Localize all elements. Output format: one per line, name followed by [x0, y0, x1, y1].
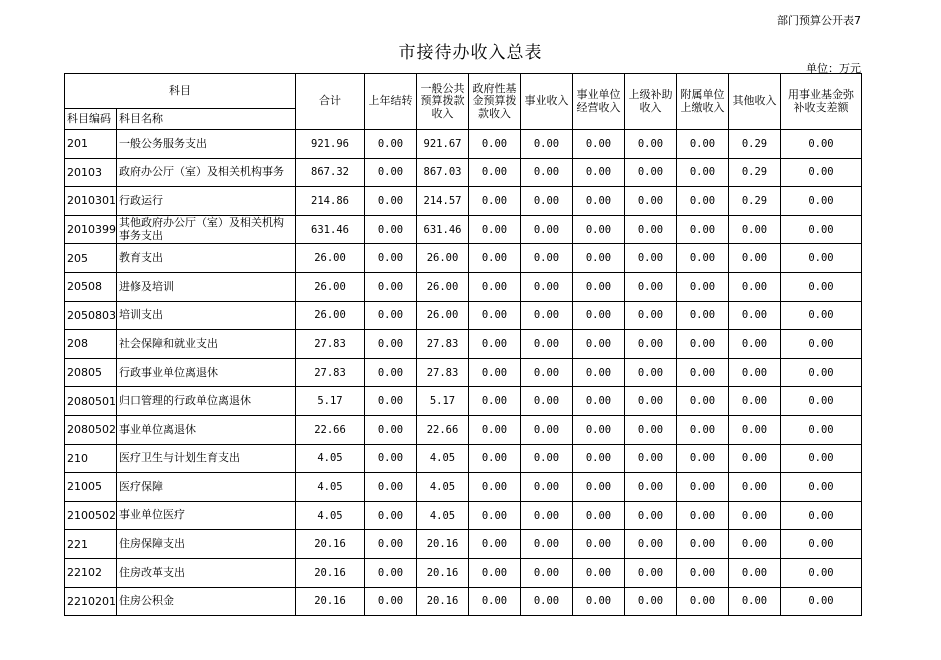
- row-name: 政府办公厅（室）及相关机构事务: [117, 158, 296, 187]
- row-code: 2080502: [65, 415, 117, 444]
- row-code: 205: [65, 244, 117, 273]
- row-business-income: 0.00: [521, 358, 573, 387]
- row-affiliated-income: 0.00: [677, 244, 729, 273]
- row-name: 住房改革支出: [117, 558, 296, 587]
- row-business-income: 0.00: [521, 130, 573, 159]
- header-general-budget: 一般公共预算拨款收入: [417, 74, 469, 130]
- row-carryover: 0.00: [365, 330, 417, 359]
- table-row: [65, 530, 862, 559]
- row-name: 事业单位医疗: [117, 501, 296, 530]
- row-total: 867.32: [296, 158, 365, 187]
- row-carryover: 0.00: [365, 358, 417, 387]
- row-other-income: 0.00: [729, 530, 781, 559]
- row-code: 22102: [65, 558, 117, 587]
- row-code: 2080501: [65, 387, 117, 416]
- row-operating-income: 0.00: [573, 444, 625, 473]
- table-row: [65, 301, 862, 330]
- header-operating-income: 事业单位经营收入: [573, 74, 625, 130]
- row-total: 20.16: [296, 558, 365, 587]
- row-general-budget: 4.05: [417, 473, 469, 502]
- row-fund-budget: 0.00: [469, 530, 521, 559]
- row-business-income: 0.00: [521, 272, 573, 301]
- header-carryover: 上年结转: [365, 74, 417, 130]
- row-code: 208: [65, 330, 117, 359]
- row-operating-income: 0.00: [573, 130, 625, 159]
- row-general-budget: 4.05: [417, 501, 469, 530]
- row-general-budget: 5.17: [417, 387, 469, 416]
- row-affiliated-income: 0.00: [677, 558, 729, 587]
- row-business-income: 0.00: [521, 187, 573, 216]
- row-affiliated-income: 0.00: [677, 272, 729, 301]
- row-name: 医疗保障: [117, 473, 296, 502]
- row-code: 20103: [65, 158, 117, 187]
- row-reserve-fund: 0.00: [781, 530, 862, 559]
- row-name: 社会保障和就业支出: [117, 330, 296, 359]
- row-name: 教育支出: [117, 244, 296, 273]
- table-row: [65, 587, 862, 616]
- row-total: 921.96: [296, 130, 365, 159]
- row-business-income: 0.00: [521, 387, 573, 416]
- row-reserve-fund: 0.00: [781, 244, 862, 273]
- row-name: 进修及培训: [117, 272, 296, 301]
- row-affiliated-income: 0.00: [677, 444, 729, 473]
- row-general-budget: 20.16: [417, 558, 469, 587]
- unit-label: 单位：万元: [806, 62, 861, 75]
- row-affiliated-income: 0.00: [677, 473, 729, 502]
- row-business-income: 0.00: [521, 330, 573, 359]
- row-code: 210: [65, 444, 117, 473]
- row-operating-income: 0.00: [573, 215, 625, 244]
- row-reserve-fund: 0.00: [781, 587, 862, 616]
- row-total: 27.83: [296, 330, 365, 359]
- row-reserve-fund: 0.00: [781, 272, 862, 301]
- row-total: 27.83: [296, 358, 365, 387]
- row-total: 214.86: [296, 187, 365, 216]
- table-row: [65, 130, 862, 159]
- row-total: 26.00: [296, 301, 365, 330]
- row-business-income: 0.00: [521, 158, 573, 187]
- row-name: 其他政府办公厅（室）及相关机构事务支出: [117, 215, 296, 244]
- row-subsidy-income: 0.00: [625, 187, 677, 216]
- row-fund-budget: 0.00: [469, 358, 521, 387]
- row-operating-income: 0.00: [573, 501, 625, 530]
- row-business-income: 0.00: [521, 244, 573, 273]
- row-subsidy-income: 0.00: [625, 130, 677, 159]
- row-other-income: 0.29: [729, 187, 781, 216]
- row-business-income: 0.00: [521, 558, 573, 587]
- row-name: 培训支出: [117, 301, 296, 330]
- row-business-income: 0.00: [521, 587, 573, 616]
- row-fund-budget: 0.00: [469, 187, 521, 216]
- row-reserve-fund: 0.00: [781, 444, 862, 473]
- row-general-budget: 4.05: [417, 444, 469, 473]
- header-subsidy-income: 上级补助收入: [625, 74, 677, 130]
- row-subsidy-income: 0.00: [625, 358, 677, 387]
- row-other-income: 0.00: [729, 387, 781, 416]
- table-row: [65, 215, 862, 244]
- row-other-income: 0.29: [729, 158, 781, 187]
- row-affiliated-income: 0.00: [677, 130, 729, 159]
- row-fund-budget: 0.00: [469, 501, 521, 530]
- row-general-budget: 26.00: [417, 272, 469, 301]
- row-fund-budget: 0.00: [469, 558, 521, 587]
- row-carryover: 0.00: [365, 130, 417, 159]
- row-code: 221: [65, 530, 117, 559]
- table-row: [65, 187, 862, 216]
- row-fund-budget: 0.00: [469, 215, 521, 244]
- row-business-income: 0.00: [521, 444, 573, 473]
- row-business-income: 0.00: [521, 415, 573, 444]
- row-operating-income: 0.00: [573, 587, 625, 616]
- table-row: [65, 387, 862, 416]
- row-general-budget: 26.00: [417, 301, 469, 330]
- row-affiliated-income: 0.00: [677, 501, 729, 530]
- row-other-income: 0.29: [729, 130, 781, 159]
- document-number: 部门预算公开表7: [777, 14, 861, 27]
- row-name: 归口管理的行政单位离退休: [117, 387, 296, 416]
- row-fund-budget: 0.00: [469, 130, 521, 159]
- table-row: [65, 501, 862, 530]
- header-other-income: 其他收入: [729, 74, 781, 130]
- row-operating-income: 0.00: [573, 244, 625, 273]
- row-operating-income: 0.00: [573, 272, 625, 301]
- row-reserve-fund: 0.00: [781, 130, 862, 159]
- row-reserve-fund: 0.00: [781, 187, 862, 216]
- row-subsidy-income: 0.00: [625, 301, 677, 330]
- row-code: 2010399: [65, 215, 117, 244]
- row-reserve-fund: 0.00: [781, 415, 862, 444]
- header-business-income: 事业收入: [521, 74, 573, 130]
- row-total: 26.00: [296, 244, 365, 273]
- table-row: [65, 358, 862, 387]
- header-affiliated-income: 附属单位上缴收入: [677, 74, 729, 130]
- row-other-income: 0.00: [729, 415, 781, 444]
- row-name: 行政事业单位离退休: [117, 358, 296, 387]
- row-affiliated-income: 0.00: [677, 187, 729, 216]
- row-subsidy-income: 0.00: [625, 330, 677, 359]
- row-general-budget: 631.46: [417, 215, 469, 244]
- row-reserve-fund: 0.00: [781, 215, 862, 244]
- row-affiliated-income: 0.00: [677, 158, 729, 187]
- row-general-budget: 22.66: [417, 415, 469, 444]
- row-fund-budget: 0.00: [469, 415, 521, 444]
- row-carryover: 0.00: [365, 530, 417, 559]
- row-carryover: 0.00: [365, 558, 417, 587]
- row-code: 20805: [65, 358, 117, 387]
- row-subsidy-income: 0.00: [625, 415, 677, 444]
- row-business-income: 0.00: [521, 530, 573, 559]
- row-affiliated-income: 0.00: [677, 330, 729, 359]
- row-subsidy-income: 0.00: [625, 530, 677, 559]
- row-other-income: 0.00: [729, 215, 781, 244]
- header-code: 科目编码: [65, 109, 117, 130]
- row-carryover: 0.00: [365, 415, 417, 444]
- row-reserve-fund: 0.00: [781, 301, 862, 330]
- row-carryover: 0.00: [365, 272, 417, 301]
- row-fund-budget: 0.00: [469, 301, 521, 330]
- row-code: 2210201: [65, 587, 117, 616]
- row-subsidy-income: 0.00: [625, 558, 677, 587]
- row-carryover: 0.00: [365, 473, 417, 502]
- row-operating-income: 0.00: [573, 158, 625, 187]
- row-total: 20.16: [296, 530, 365, 559]
- row-affiliated-income: 0.00: [677, 530, 729, 559]
- row-operating-income: 0.00: [573, 330, 625, 359]
- row-total: 26.00: [296, 272, 365, 301]
- row-general-budget: 27.83: [417, 330, 469, 359]
- row-business-income: 0.00: [521, 501, 573, 530]
- row-reserve-fund: 0.00: [781, 558, 862, 587]
- row-total: 20.16: [296, 587, 365, 616]
- row-reserve-fund: 0.00: [781, 358, 862, 387]
- row-code: 201: [65, 130, 117, 159]
- row-operating-income: 0.00: [573, 558, 625, 587]
- row-operating-income: 0.00: [573, 473, 625, 502]
- row-business-income: 0.00: [521, 473, 573, 502]
- row-general-budget: 20.16: [417, 530, 469, 559]
- row-operating-income: 0.00: [573, 358, 625, 387]
- row-subsidy-income: 0.00: [625, 444, 677, 473]
- header-row: [65, 74, 862, 109]
- row-code: 2050803: [65, 301, 117, 330]
- row-business-income: 0.00: [521, 301, 573, 330]
- row-total: 4.05: [296, 501, 365, 530]
- row-general-budget: 921.67: [417, 130, 469, 159]
- row-other-income: 0.00: [729, 301, 781, 330]
- row-subsidy-income: 0.00: [625, 387, 677, 416]
- row-subsidy-income: 0.00: [625, 215, 677, 244]
- table-row: [65, 158, 862, 187]
- row-fund-budget: 0.00: [469, 158, 521, 187]
- row-affiliated-income: 0.00: [677, 415, 729, 444]
- row-reserve-fund: 0.00: [781, 158, 862, 187]
- row-carryover: 0.00: [365, 215, 417, 244]
- row-operating-income: 0.00: [573, 387, 625, 416]
- row-code: 21005: [65, 473, 117, 502]
- row-total: 4.05: [296, 473, 365, 502]
- row-reserve-fund: 0.00: [781, 330, 862, 359]
- row-affiliated-income: 0.00: [677, 587, 729, 616]
- row-other-income: 0.00: [729, 558, 781, 587]
- row-name: 住房公积金: [117, 587, 296, 616]
- row-code: 2010301: [65, 187, 117, 216]
- row-operating-income: 0.00: [573, 415, 625, 444]
- row-code: 2100502: [65, 501, 117, 530]
- header-reserve-fund: 用事业基金弥补收支差额: [781, 74, 862, 130]
- table-body: [65, 130, 862, 616]
- header-total: 合计: [296, 74, 365, 130]
- row-name: 事业单位离退休: [117, 415, 296, 444]
- row-general-budget: 26.00: [417, 244, 469, 273]
- row-other-income: 0.00: [729, 501, 781, 530]
- row-carryover: 0.00: [365, 387, 417, 416]
- row-fund-budget: 0.00: [469, 272, 521, 301]
- row-subsidy-income: 0.00: [625, 272, 677, 301]
- row-carryover: 0.00: [365, 158, 417, 187]
- row-operating-income: 0.00: [573, 530, 625, 559]
- row-name: 一般公务服务支出: [117, 130, 296, 159]
- table-row: [65, 330, 862, 359]
- row-carryover: 0.00: [365, 444, 417, 473]
- row-affiliated-income: 0.00: [677, 215, 729, 244]
- table-row: [65, 244, 862, 273]
- header-name: 科目名称: [117, 109, 296, 130]
- row-reserve-fund: 0.00: [781, 501, 862, 530]
- row-fund-budget: 0.00: [469, 587, 521, 616]
- row-fund-budget: 0.00: [469, 387, 521, 416]
- row-affiliated-income: 0.00: [677, 301, 729, 330]
- row-affiliated-income: 0.00: [677, 358, 729, 387]
- row-other-income: 0.00: [729, 444, 781, 473]
- row-total: 631.46: [296, 215, 365, 244]
- row-general-budget: 20.16: [417, 587, 469, 616]
- row-carryover: 0.00: [365, 587, 417, 616]
- row-subsidy-income: 0.00: [625, 158, 677, 187]
- row-name: 医疗卫生与计划生育支出: [117, 444, 296, 473]
- row-carryover: 0.00: [365, 187, 417, 216]
- table-row: [65, 272, 862, 301]
- row-general-budget: 27.83: [417, 358, 469, 387]
- table-row: [65, 473, 862, 502]
- row-fund-budget: 0.00: [469, 473, 521, 502]
- row-other-income: 0.00: [729, 244, 781, 273]
- row-name: 住房保障支出: [117, 530, 296, 559]
- row-business-income: 0.00: [521, 215, 573, 244]
- header-subject: 科目: [65, 74, 296, 109]
- row-other-income: 0.00: [729, 272, 781, 301]
- row-subsidy-income: 0.00: [625, 587, 677, 616]
- table-row: [65, 415, 862, 444]
- row-operating-income: 0.00: [573, 187, 625, 216]
- row-subsidy-income: 0.00: [625, 244, 677, 273]
- table-row: [65, 558, 862, 587]
- row-carryover: 0.00: [365, 301, 417, 330]
- row-total: 22.66: [296, 415, 365, 444]
- row-subsidy-income: 0.00: [625, 473, 677, 502]
- row-reserve-fund: 0.00: [781, 387, 862, 416]
- row-operating-income: 0.00: [573, 301, 625, 330]
- row-other-income: 0.00: [729, 330, 781, 359]
- header-fund-budget: 政府性基金预算拨款收入: [469, 74, 521, 130]
- row-fund-budget: 0.00: [469, 244, 521, 273]
- row-name: 行政运行: [117, 187, 296, 216]
- income-summary-table: [64, 73, 862, 616]
- row-other-income: 0.00: [729, 473, 781, 502]
- row-code: 20508: [65, 272, 117, 301]
- row-fund-budget: 0.00: [469, 444, 521, 473]
- row-subsidy-income: 0.00: [625, 501, 677, 530]
- table-row: [65, 444, 862, 473]
- row-fund-budget: 0.00: [469, 330, 521, 359]
- row-other-income: 0.00: [729, 358, 781, 387]
- row-carryover: 0.00: [365, 244, 417, 273]
- row-carryover: 0.00: [365, 501, 417, 530]
- row-affiliated-income: 0.00: [677, 387, 729, 416]
- row-general-budget: 867.03: [417, 158, 469, 187]
- row-general-budget: 214.57: [417, 187, 469, 216]
- row-total: 4.05: [296, 444, 365, 473]
- row-reserve-fund: 0.00: [781, 473, 862, 502]
- row-total: 5.17: [296, 387, 365, 416]
- page-title: 市接待办收入总表: [398, 43, 543, 63]
- row-other-income: 0.00: [729, 587, 781, 616]
